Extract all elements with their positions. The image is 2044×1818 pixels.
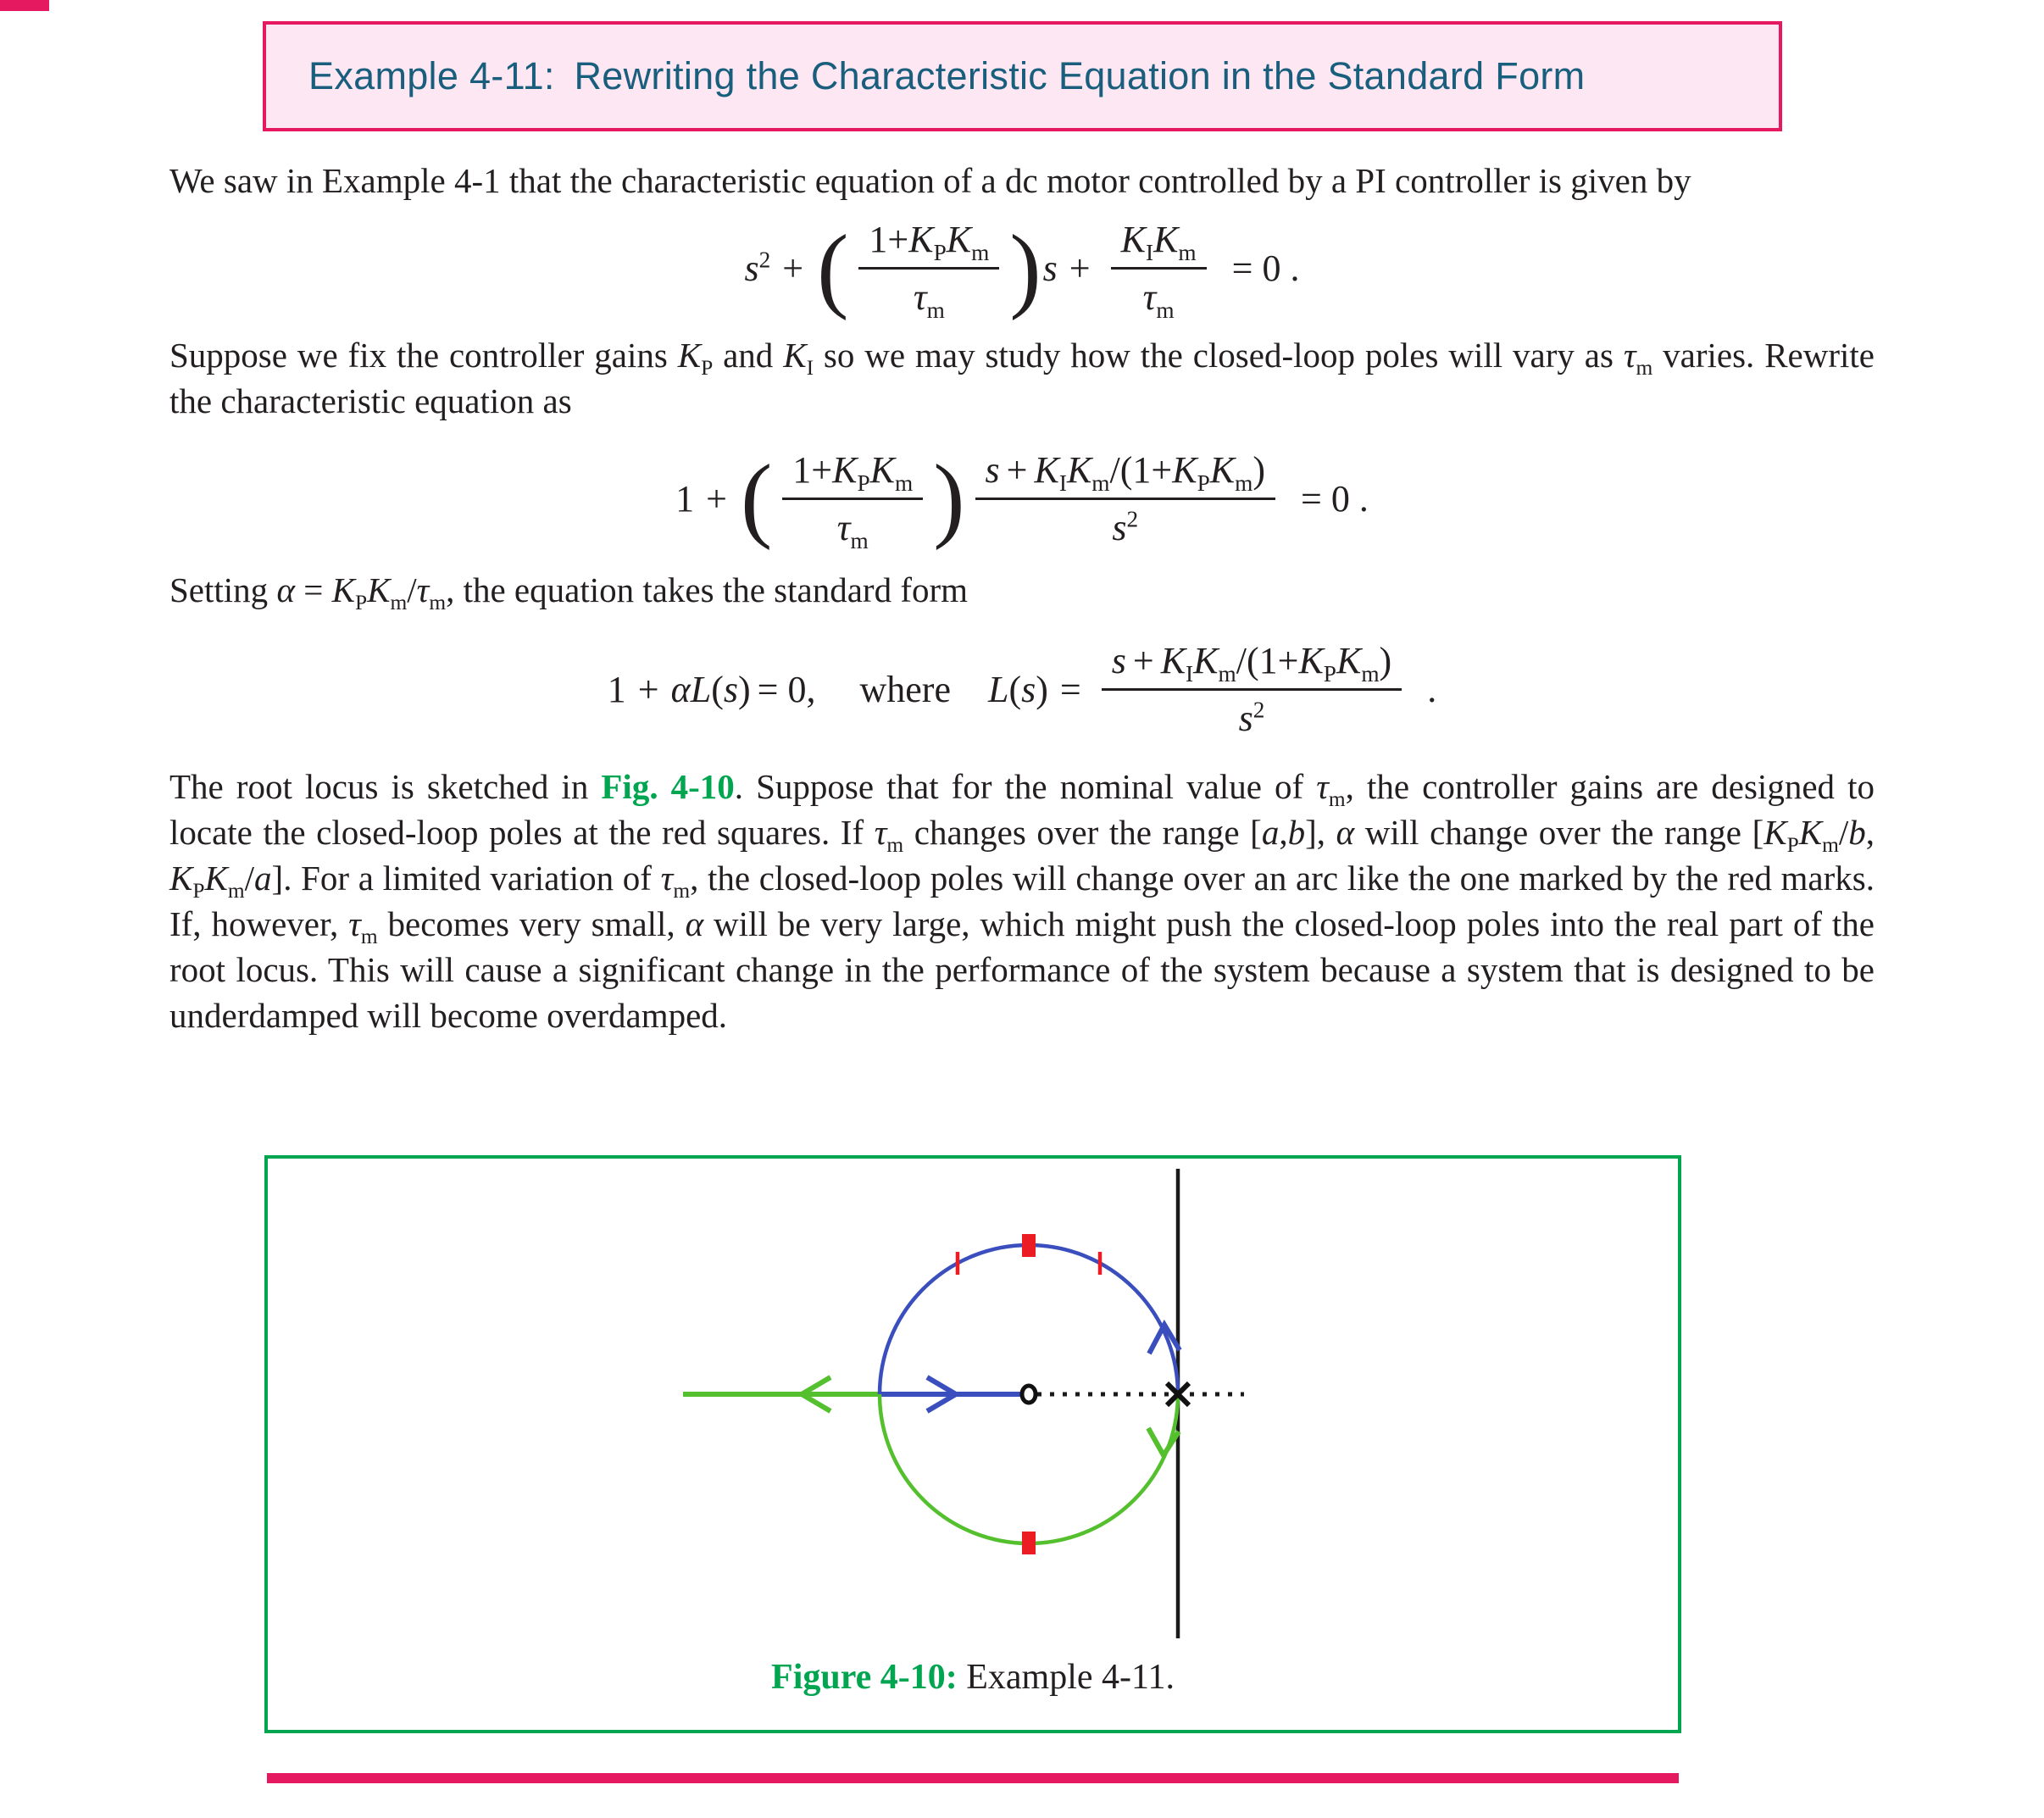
equation-characteristic xyxy=(169,215,1875,324)
left-paren: ( xyxy=(817,215,849,321)
fraction: $\frac{1+K_PK_m}{\tau_m}$ xyxy=(782,448,923,551)
math-run: L(s) = xyxy=(987,669,1081,711)
paragraph-setting: Setting $\alpha = K_PK_m/\tau_m$, the equation takes the standard form xyxy=(169,570,969,615)
right-paren: ) xyxy=(1009,215,1041,321)
zero-marker xyxy=(1022,1386,1036,1403)
equals-zero: = 0 . xyxy=(1301,477,1369,520)
equation-standard-form xyxy=(169,638,1875,742)
fig-4-10-reference[interactable]: Fig. 4-10 xyxy=(601,766,735,806)
page-corner-rule xyxy=(0,0,49,11)
paragraph-intro xyxy=(169,158,1875,203)
fraction: $\frac{s + K_IK_m/(1+K_PK_m)}{s^2}$ xyxy=(975,448,1275,551)
left-paren: ( xyxy=(741,446,773,552)
figure-caption xyxy=(268,1657,1678,1698)
bottom-rule xyxy=(267,1773,1679,1783)
red-square-marker-top xyxy=(1022,1234,1036,1257)
green-lower-semicircle xyxy=(880,1394,1178,1543)
fraction: $\frac{K_IK_m}{\tau_m}$ xyxy=(1111,217,1207,320)
paragraph-suppose: Suppose we fix the controller gains $K_P$ and $K_I$ so we may study how the closed-loop poles will vary as $\tau_m$ varies. Rewrite the characteristic equation as xyxy=(169,335,1875,420)
figure-box xyxy=(264,1155,1681,1733)
root-locus-plot xyxy=(268,1159,1678,1730)
paragraph-discussion: The root locus is sketched in Fig. 4-10. Suppose that for the nominal value of $\tau_m$, the controller gains are designed to locate the closed-loop poles at the red squares. If $\tau_m$ changes over the range [a,b], α will change over the range [$K_PK_m/b$, $K_PK_m/a$]. For a limited variation of $\tau_m$, the closed-loop poles will change over an arc like the one marked by the red marks. If, however, $\tau_m$ becomes very small, α will be very large, which might push the closed-loop poles into the real part of the root locus. This will cause a significant change in the performance of the system because a system that is designed to be underdamped will become overdamped. xyxy=(169,766,1875,1035)
right-paren: ) xyxy=(933,446,965,552)
math-run: 1 + xyxy=(675,477,727,520)
fraction: $\frac{s + K_IK_m/(1+K_PK_m)}{s^2}$ xyxy=(1102,638,1402,742)
where-label: where xyxy=(859,669,951,711)
body-column xyxy=(169,158,1875,1038)
red-square-marker-bottom xyxy=(1022,1532,1036,1554)
math-run: $s^2$ + xyxy=(744,247,804,290)
math-run: s + xyxy=(1042,247,1091,290)
example-title: Example 4-11: Rewriting the Characteristic Equation in the Standard Form xyxy=(308,54,1586,97)
fraction: $\frac{1+K_PK_m}{\tau_m}$ xyxy=(858,217,999,320)
equals-zero: = 0 . xyxy=(1231,247,1300,290)
period: . xyxy=(1427,669,1437,711)
figure-caption-text: Example 4-11. xyxy=(957,1658,1175,1697)
blue-up-arrow xyxy=(1149,1325,1180,1354)
figure-caption-label: Figure 4-10: xyxy=(771,1658,958,1697)
math-run: 1 + αL(s) = 0, xyxy=(607,669,816,711)
blue-upper-semicircle xyxy=(880,1245,1178,1394)
paragraph-text: We saw in Example 4-1 that the characteristic equation of a dc motor controlled by a PI controller is given by xyxy=(169,161,1691,200)
equation-rewritten xyxy=(169,448,1875,551)
example-title-box xyxy=(263,21,1782,131)
